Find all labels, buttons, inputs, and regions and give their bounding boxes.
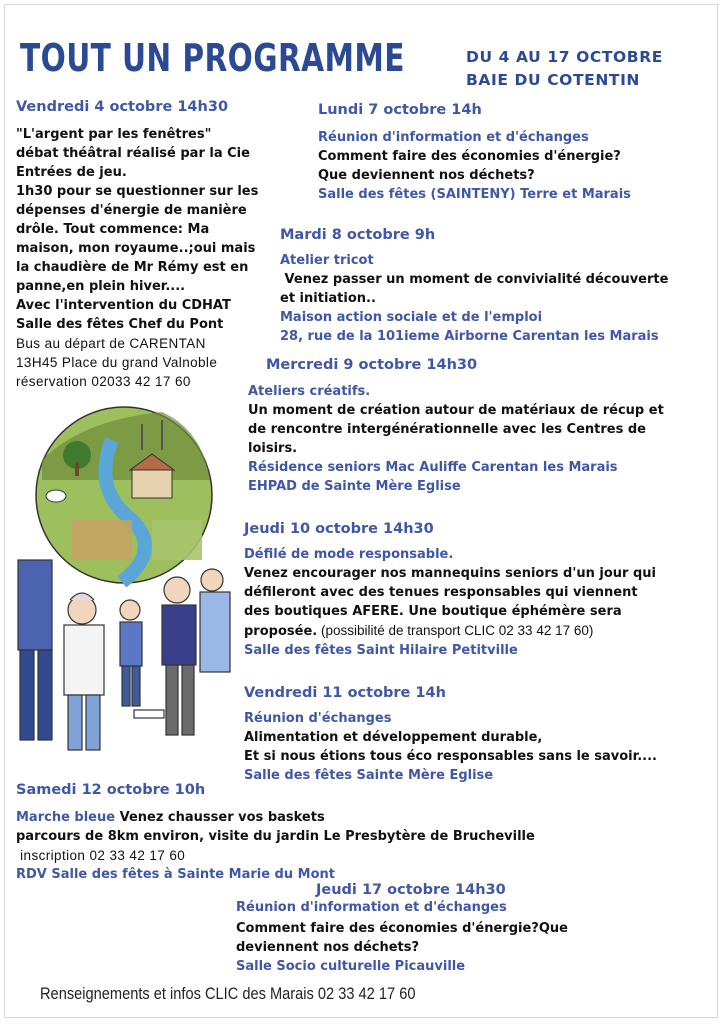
event-subtitle: Réunion d'information et d'échanges xyxy=(318,130,589,145)
event-subtitle: Réunion d'échanges xyxy=(244,711,392,726)
footer-contact: Renseignements et infos CLIC des Marais 02 33 42 17 60 xyxy=(40,984,416,1003)
event-line xyxy=(16,808,535,827)
event-line-bold: proposée. xyxy=(244,624,318,639)
event-line: Entrées de jeu. xyxy=(16,165,127,180)
event-line: des boutiques AFERE. Une boutique éphémère sera xyxy=(244,604,622,619)
people-holding-earth-illustration xyxy=(12,400,238,760)
event-line: panne,en plein hiver.... xyxy=(16,279,186,294)
event-line: la chaudière de Mr Rémy est en xyxy=(16,260,249,275)
event-thu17-date xyxy=(316,880,506,900)
event-line: et initiation.. xyxy=(280,291,376,306)
subtitle-area: BAIE DU COTENTIN xyxy=(466,71,641,89)
event-date: Mercredi 9 octobre 14h30 xyxy=(266,357,478,373)
event-wed9-body xyxy=(248,382,664,496)
event-line-rest: Venez chausser vos baskets xyxy=(115,810,325,825)
event-line: loisirs. xyxy=(248,441,298,456)
event-sat12 xyxy=(16,780,535,884)
event-line: Et si nous étions tous éco responsables sans le savoir.... xyxy=(244,749,657,764)
event-date: Samedi 12 octobre 10h xyxy=(16,782,206,798)
event-wed9 xyxy=(266,355,477,375)
event-line: 1h30 pour se questionner sur les xyxy=(16,184,259,199)
event-subtitle: Défilé de mode responsable. xyxy=(244,547,454,562)
event-line: Venez passer un moment de convivialité découverte xyxy=(280,272,669,287)
page-title: TOUT UN PROGRAMME xyxy=(20,36,405,80)
event-location: Salle Socio culturelle Picauville xyxy=(236,959,466,974)
event-location: Résidence seniors Mac Auliffe Carentan les Marais xyxy=(248,460,618,475)
event-location: 28, rue de la 101ieme Airborne Carentan les Marais xyxy=(280,329,659,344)
event-location: EHPAD de Sainte Mère Eglise xyxy=(248,479,461,494)
event-location: Salle des fêtes (SAINTENY) Terre et Marais xyxy=(318,187,631,202)
event-line: dépenses d'énergie de manière xyxy=(16,203,247,218)
event-line: Comment faire des économies d'énergie? xyxy=(318,149,621,164)
event-location: RDV Salle des fêtes à Sainte Marie du Mont xyxy=(16,867,335,882)
bus-info: réservation 02033 42 17 60 xyxy=(16,374,191,389)
event-date: Jeudi 10 octobre 14h30 xyxy=(244,521,434,537)
event-line: parcours de 8km environ, visite du jardin Le Presbytère de Brucheville xyxy=(16,829,535,844)
bus-info: 13H45 Place du grand Valnoble xyxy=(16,355,218,370)
event-location: Salle des fêtes Chef du Pont xyxy=(16,317,224,332)
event-date: Vendredi 4 octobre 14h30 xyxy=(16,99,229,115)
event-date: Jeudi 17 octobre 14h30 xyxy=(316,882,506,898)
event-line: défileront avec des tenues responsables qui viennent xyxy=(244,585,638,600)
event-line: "L'argent par les fenêtres" xyxy=(16,127,212,142)
event-line: débat théâtral réalisé par la Cie xyxy=(16,146,250,161)
event-subtitle: Marche bleue xyxy=(16,810,116,825)
event-line: Un moment de création autour de matériaux de récup et xyxy=(248,403,664,418)
event-line: Venez encourager nos mannequins seniors d'un jour qui xyxy=(244,566,656,581)
event-date: Vendredi 11 octobre 14h xyxy=(244,685,446,701)
page-subtitle xyxy=(466,46,663,92)
event-subtitle: Ateliers créatifs. xyxy=(248,384,371,399)
event-line: deviennent nos déchets? xyxy=(236,940,420,955)
event-tue8 xyxy=(280,225,668,346)
event-date: Lundi 7 octobre 14h xyxy=(318,102,482,118)
event-line: Avec l'intervention du CDHAT xyxy=(16,298,231,313)
event-thu17 xyxy=(236,898,568,976)
event-location: Salle des fêtes Sainte Mère Eglise xyxy=(244,768,494,783)
event-location: Salle des fêtes Saint Hilaire Petitville xyxy=(244,643,518,658)
event-location: Maison action sociale et de l'emploi xyxy=(280,310,543,325)
event-line: Alimentation et développement durable, xyxy=(244,730,543,745)
event-date: Mardi 8 octobre 9h xyxy=(280,227,436,243)
subtitle-dates: DU 4 AU 17 OCTOBRE xyxy=(466,48,663,66)
event-line: de rencontre intergénérationnelle avec les Centres de xyxy=(248,422,646,437)
event-line: maison, mon royaume..;oui mais xyxy=(16,241,256,256)
registration-info: inscription 02 33 42 17 60 xyxy=(16,848,186,863)
event-subtitle: Réunion d'information et d'échanges xyxy=(236,900,507,915)
transport-note: (possibilité de transport CLIC 02 33 42 17 60) xyxy=(317,623,594,638)
event-fri11 xyxy=(244,683,657,785)
event-thu10 xyxy=(244,519,656,660)
bus-info: Bus au départ de CARENTAN xyxy=(16,336,206,351)
event-line: drôle. Tout commence: Ma xyxy=(16,222,210,237)
event-mon7 xyxy=(318,100,631,204)
event-fri4 xyxy=(16,97,258,391)
event-subtitle: Atelier tricot xyxy=(280,253,374,268)
event-line: Comment faire des économies d'énergie?Que xyxy=(236,921,568,936)
event-line: Que deviennent nos déchets? xyxy=(318,168,535,183)
event-line xyxy=(244,621,656,641)
